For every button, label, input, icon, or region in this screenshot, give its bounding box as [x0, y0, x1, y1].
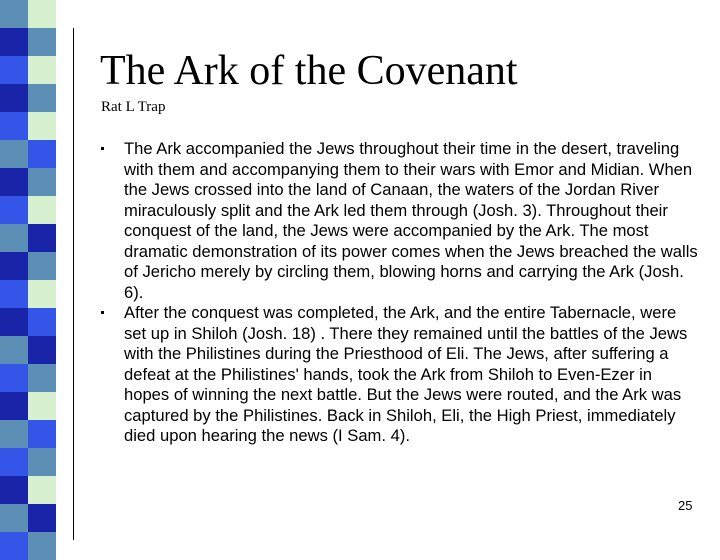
slide-title: The Ark of the Covenant: [100, 48, 518, 94]
bullet-dot-icon: [101, 311, 104, 314]
divider-line: [73, 28, 74, 540]
bullet-item: [112, 303, 698, 447]
bullet-text: After the conquest was completed, the Ark, and the entire Tabernacle, were set up in Shiloh (Josh. 18) . There they remained until the battles of the Jews with the Philistines during the Priesthood of Eli. The Jews, after suffering a defeat at the Philistines' hands, took the Ark from Shiloh to Even-Ezer in hopes of winning the next battle. But the Jews were routed, and the Ark was captured by the Philistines. Back in Shiloh, Eli, the High Priest, immediately died upon hearing the news (I Sam. 4).: [124, 303, 688, 445]
bullet-dot-icon: [101, 147, 104, 150]
page-number: 25: [678, 498, 693, 513]
bullet-text: The Ark accompanied the Jews throughout their time in the desert, traveling with them and accompanying them to their wars with Emor and Midian. When the Jews crossed into the land of Canaan, the waters of the Jordan River miraculously split and the Ark led them through (Josh. 3). Throughout their conquest of the land, the Jews were accompanied by the Ark. The most dramatic demonstration of its power comes when the Jews breached the walls of Jericho merely by circling them, blowing horns and carrying the Ark (Josh. 6).: [124, 139, 698, 302]
slide-subtitle: Rat L Trap: [101, 99, 166, 115]
bullet-item: [112, 139, 698, 303]
bullet-list: [112, 139, 698, 447]
